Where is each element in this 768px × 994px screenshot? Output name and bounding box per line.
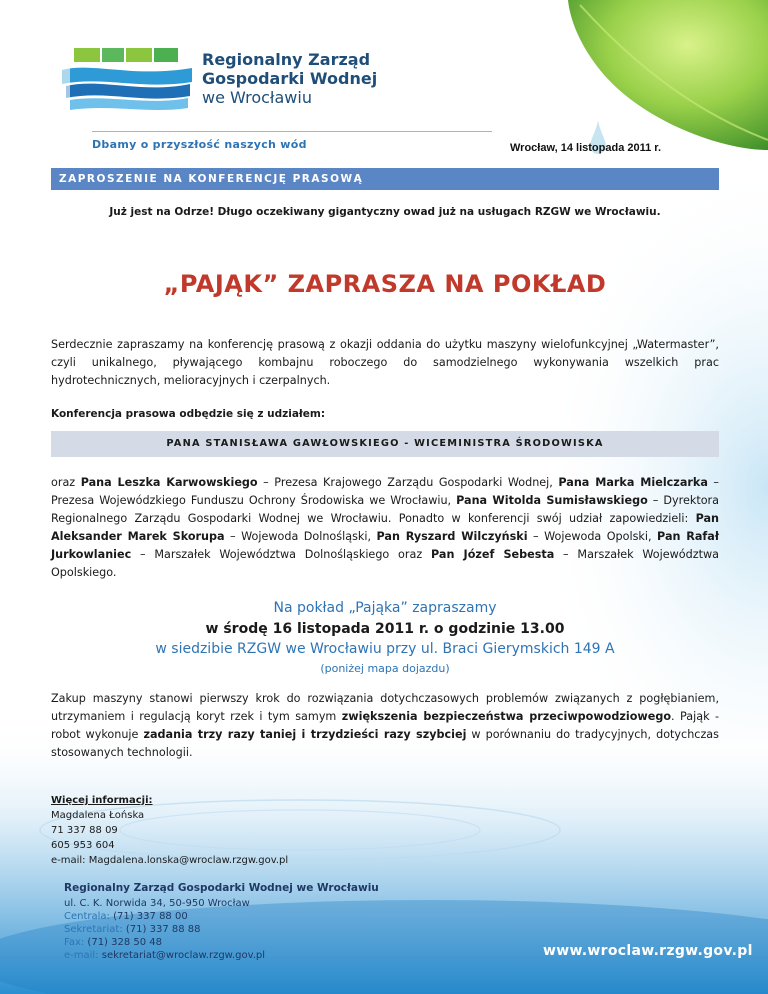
contact-email[interactable]: e-mail: Magdalena.lonska@wroclaw.rzgw.gov.pl xyxy=(51,855,289,866)
website-link[interactable]: www.wroclaw.rzgw.gov.pl xyxy=(543,943,753,959)
lead-sentence: Już jest na Odrze! Długo oczekiwany gigantyczny owad już na usługach RZGW we Wrocławiu. xyxy=(109,206,661,218)
guest-name: Pan Aleksander Marek Skorupa xyxy=(51,512,719,543)
conference-intro: Konferencja prasowa odbędzie się z udziałem: xyxy=(51,408,326,420)
contact-phone: 71 337 88 09 xyxy=(51,825,118,836)
contact-block xyxy=(51,793,288,868)
footer-centrala: Centrala: (71) 337 88 00 xyxy=(64,911,188,922)
headline: „PAJĄK” ZAPRASZA NA POKŁAD xyxy=(163,270,607,298)
footer-email: e-mail: sekretariat@wroclaw.rzgw.gov.pl xyxy=(64,950,266,961)
date-line: Wrocław, 14 listopada 2011 r. xyxy=(510,142,662,154)
invitation-date-time: w środę 16 listopada 2011 r. o godzinie 13.00 xyxy=(205,621,565,637)
contact-name: Magdalena Łońska xyxy=(51,810,145,821)
rzgw-logo-icon xyxy=(52,40,202,115)
guest-name: Pan Józef Sebesta xyxy=(431,548,555,561)
invitation-location: w siedzibie RZGW we Wrocławiu przy ul. Braci Gierymskich 149 A xyxy=(155,641,615,657)
purchase-paragraph: Zakup maszyny stanowi pierwszy krok do rozwiązania dotychczasowych problemów związanych z pogłębianiem, utrzymaniem i regulacją koryt rzek i tym samym zwiększenia bezpieczeństwa przeciwpowodziowego. Pająk - robot wykonuje zadania trzy razy taniej i trzydzieści razy szybciej w porównaniu do tradycyjnych, dotychczas stosowanych technologii. xyxy=(51,692,720,759)
header-divider xyxy=(92,131,492,132)
guest-of-honor-bar: PANA STANISŁAWA GAWŁOWSKIEGO - WICEMINISTRA ŚRODOWISKA xyxy=(51,431,719,457)
guest-name: Pana Marka Mielczarka xyxy=(558,476,708,489)
guest-name: Pan Ryszard Wilczyński xyxy=(376,530,528,543)
guests-paragraph: oraz Pana Leszka Karwowskiego – Prezesa Krajowego Zarządu Gospodarki Wodnej, Pana Marka Mielczarka – Prezesa Wojewódzkiego Funduszu Ochrony Środowiska we Wrocławiu, Pana Witolda Sumisławskiego – Dyrektora Regionalnego Zarządu Gospodarki Wodnej we Wrocławiu. Ponadto w konferencji swój udział zapowiedzieli: Pan Aleksander Marek Skorupa – Wojewoda Dolnośląski, Pan Ryszard Wilczyński – Wojewoda Opolski, Pan Rafał Jurkowlaniec – Marszałek Województwa Dolnośląskiego oraz Pan Józef Sebesta – Marszałek Województwa Opolskiego. xyxy=(51,476,720,579)
footer-title: Regionalny Zarząd Gospodarki Wodnej we Wrocławiu xyxy=(64,882,379,894)
invitation-map-note: (poniżej mapa dojazdu) xyxy=(320,662,450,675)
footer-sekretariat: Sekretariat: (71) 337 88 88 xyxy=(64,924,201,935)
guest-name: Pana Leszka Karwowskiego xyxy=(80,476,258,489)
guest-name: Pan Rafał Jurkowlaniec xyxy=(51,530,720,561)
org-line-1: Regionalny Zarząd xyxy=(202,50,371,69)
contact-heading: Więcej informacji: xyxy=(51,795,153,806)
highlight: zwiększenia bezpieczeństwa przeciwpowodziowego xyxy=(341,710,672,723)
footer-address xyxy=(64,882,379,962)
intro-paragraph: Serdecznie zapraszamy na konferencję prasową z okazji oddania do użytku maszyny wielofunkcyjnej „Watermaster”, czyli unikalnego, pływającego kombajnu roboczego do samodzielnego wykonywania wszelkich prac hydrotechnicznych, melioracyjnych i czerpalnych. xyxy=(51,338,719,387)
org-line-2: Gospodarki Wodnej xyxy=(202,69,378,88)
invitation-line-1: Na pokład „Pająka” zapraszamy xyxy=(273,600,497,616)
highlight: zadania trzy razy taniej i trzydzieści razy szybciej xyxy=(143,728,467,741)
contact-mobile: 605 953 604 xyxy=(51,840,115,851)
footer-street: ul. C. K. Norwida 34, 50-950 Wrocław xyxy=(64,898,250,909)
footer-fax: Fax: (71) 328 50 48 xyxy=(64,937,163,948)
section-bar: ZAPROSZENIE NA KONFERENCJĘ PRASOWĄ xyxy=(51,168,719,190)
organization-name xyxy=(202,50,377,107)
tagline: Dbamy o przyszłość naszych wód xyxy=(92,138,307,151)
org-line-3: we Wrocławiu xyxy=(202,88,312,107)
guest-name: Pana Witolda Sumisławskiego xyxy=(456,494,648,507)
